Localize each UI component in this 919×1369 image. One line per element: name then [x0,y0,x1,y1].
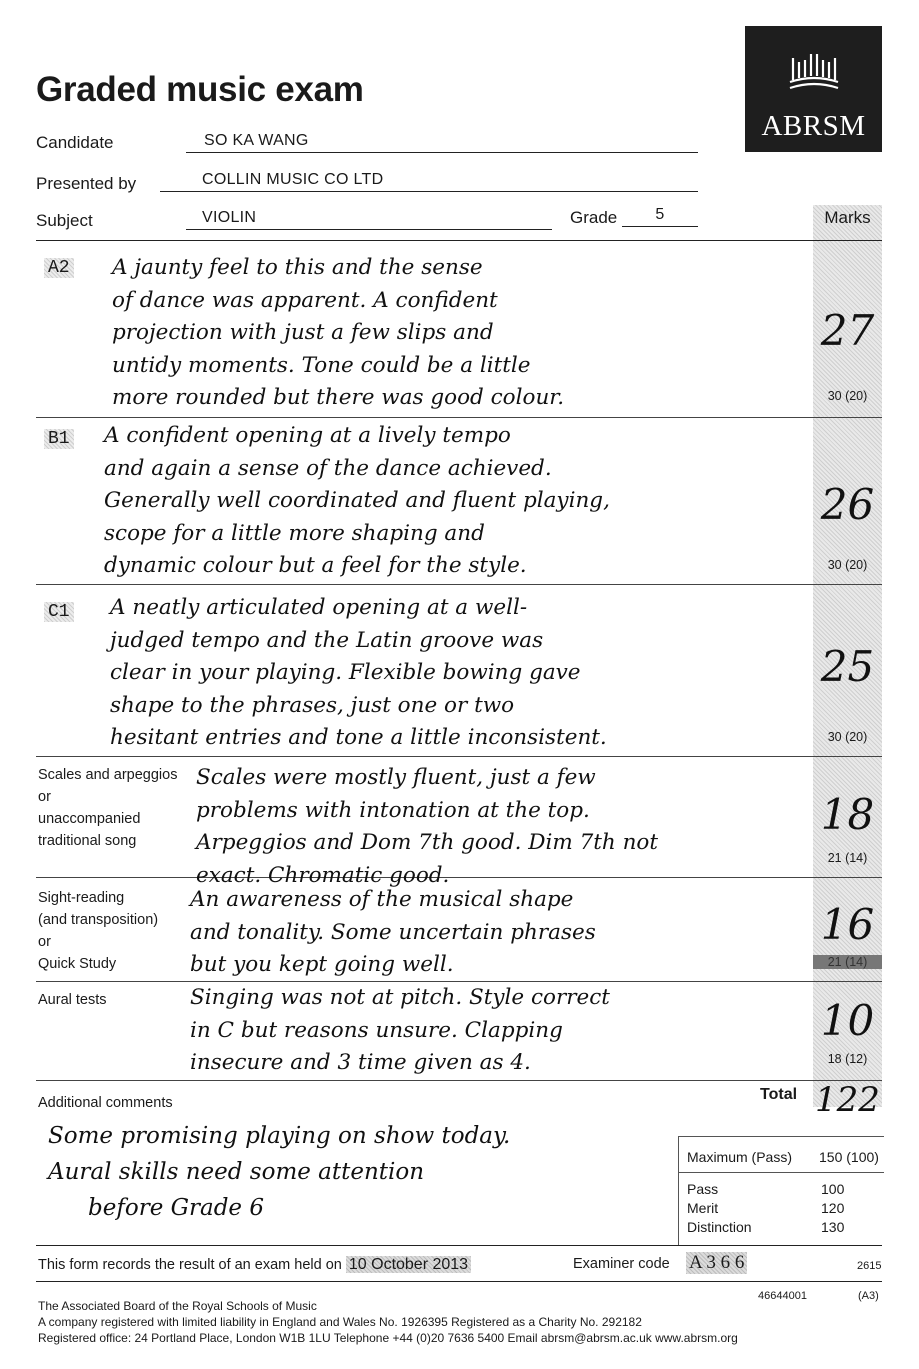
section-mark: 16 [820,900,875,949]
section-max: 18 (12) [827,1052,868,1066]
additional-comments-label: Additional comments [38,1095,173,1111]
comment-line: but you kept going well. [190,952,454,977]
divider [678,1172,884,1173]
reference-number: 46644001 [758,1290,807,1302]
presented-by-value: COLLIN MUSIC CO LTD [202,171,384,188]
comment-line: projection with just a few slips and [112,320,494,345]
comment-line: Aural skills need some attention [48,1159,425,1185]
comment-line: of dance was apparent. A confident [112,287,498,313]
merit-value: 120 [821,1200,845,1216]
presented-by-label: Presented by [36,174,137,193]
additional-comments [48,1118,510,1226]
footer-line: A company registered with limited liability in England and Wales No. 1926395 Registered as a Charity No. 292182 [38,1315,642,1329]
section-comment [190,982,610,1080]
section-max: 21 (14) [827,851,868,865]
footer-line: Registered office: 24 Portland Place, London W1B 1LU Telephone +44 (0)20 7636 5400 Email abrsm@abrsm.ac.uk www.abrsm.org [38,1331,738,1345]
comment-line: in C but reasons unsure. Clapping [190,1017,563,1043]
exam-record [38,1256,471,1274]
section-comment [190,884,596,982]
page-title: Graded music exam [36,70,364,109]
section-comment [112,252,564,415]
merit-label: Merit [687,1200,719,1216]
comment-line: hesitant entries and tone a little inconsistent. [110,725,607,750]
divider [36,584,882,585]
section-max: 30 (20) [827,558,868,572]
comment-line: insecure and 3 time given as 4. [190,1050,531,1075]
divider [36,1080,882,1081]
subject-label: Subject [36,211,93,230]
divider [36,756,882,757]
distinction-label: Distinction [687,1219,752,1235]
divider [678,1136,884,1137]
aural-label: Aural tests [38,992,107,1008]
comment-line: dynamic colour but a feel for the style. [104,553,527,578]
abrsm-logo [745,26,882,152]
section-comment [110,592,607,755]
total-label: Total [760,1086,798,1103]
section-mark: 27 [820,306,875,355]
crown-icon [787,48,841,94]
presented-by-field [160,169,698,192]
comment-line: and tonality. Some uncertain phrases [190,919,596,945]
divider [36,1245,882,1246]
comment-line: scope for a little more shaping and [104,520,485,546]
distinction-value: 130 [821,1219,845,1235]
divider [36,1281,882,1282]
section-max: 30 (20) [827,389,868,403]
candidate-value: SO KA WANG [204,132,309,149]
section-mark: 18 [820,790,875,839]
comment-line: An awareness of the musical shape [190,887,574,912]
comment-line: Arpeggios and Dom 7th good. Dim 7th not [196,830,659,855]
comment-line: A confident opening at a lively tempo [104,423,511,448]
comment-line: Singing was not at pitch. Style correct [190,985,610,1010]
record-text: This form records the result of an exam held on [38,1257,342,1273]
comment-line: A jaunty feel to this and the sense [112,255,483,280]
section-comment [104,420,610,583]
divider [36,240,882,241]
total-value: 122 [815,1080,880,1120]
grade-label: Grade [570,208,618,227]
subject-value: VIOLIN [202,209,257,226]
candidate-label: Candidate [36,133,114,152]
section-max: 30 (20) [827,730,868,744]
comment-line: Some promising playing on show today. [48,1123,511,1149]
section-mark: 10 [820,996,875,1045]
comment-line: before Grade 6 [88,1195,264,1221]
section-code: A2 [44,258,74,278]
exam-date: 10 October 2013 [346,1256,471,1273]
grade-field [622,204,698,227]
comment-line: exact. Chromatic good. [196,862,450,888]
sight-reading-label: Sight-reading (and transposition) or Quick Study [38,890,159,972]
footer-info [38,1298,738,1346]
grade-value: 5 [655,206,665,223]
candidate-field [186,130,698,153]
comment-line: A neatly articulated opening at a well- [110,595,528,620]
comment-line: untidy moments. Tone could be a little [112,352,531,378]
examiner-code-label: Examiner code [573,1256,670,1272]
comment-line: shape to the phrases, just one or two [110,692,515,718]
section-max: 21 (14) [813,955,882,969]
comment-line: problems with intonation at the top. [196,797,590,823]
examiner-code: A 3 6 6 [686,1252,747,1274]
scales-label: Scales and arpeggios or unaccompanied traditional song [38,767,178,849]
pass-label: Pass [687,1181,719,1197]
comment-line: clear in your playing. Flexible bowing gave [110,660,581,685]
footer-line: The Associated Board of the Royal Schools of Music [38,1299,317,1313]
comment-line: more rounded but there was good colour. [112,385,565,410]
section-mark: 25 [820,642,875,691]
marks-header: Marks [824,208,871,227]
subject-field [186,207,552,230]
comment-line: and again a sense of the dance achieved. [104,455,552,481]
comment-line: Scales were mostly fluent, just a few [196,765,596,790]
section-code: C1 [44,602,74,622]
logo-wordmark: ABRSM [761,110,866,142]
divider [36,417,882,418]
comment-line: judged tempo and the Latin groove was [110,627,544,653]
section-code: B1 [44,429,74,449]
paper-size: (A3) [858,1290,879,1302]
section-comment [196,762,658,892]
pass-value: 100 [821,1181,845,1197]
maximum-label: Maximum (Pass) [687,1149,793,1165]
form-number: 2615 [857,1260,882,1272]
section-mark: 26 [820,480,875,529]
comment-line: Generally well coordinated and fluent playing, [104,488,610,513]
maximum-value: 150 (100) [819,1149,879,1165]
